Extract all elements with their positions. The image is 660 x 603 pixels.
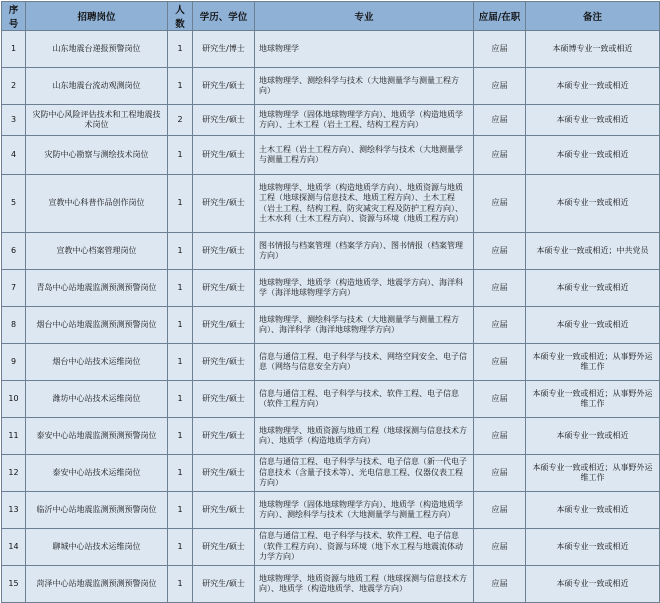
- header-position: 招聘岗位: [26, 2, 168, 31]
- table-row: [2, 418, 660, 455]
- cell-status: 应届: [474, 455, 526, 492]
- cell-major: 信息与通信工程、电子科学与技术、软件工程、电子信息（软件工程方向）、资源与环境（地下水工程与地震流体动力学方向）: [255, 529, 474, 566]
- header-education: 学历、学位: [193, 2, 255, 31]
- cell-status: 应届: [474, 68, 526, 105]
- cell-position: 聊城中心站技术运维岗位: [26, 529, 168, 566]
- cell-education: 研究生/硕士: [193, 270, 255, 307]
- cell-no: 10: [2, 381, 26, 418]
- cell-major: 地球物理学、地质资源与地质工程（地球探测与信息技术方向）、地质学（构造地质学方向）: [255, 418, 474, 455]
- cell-count: 1: [168, 492, 193, 529]
- table-row: [2, 175, 660, 233]
- table-row: [2, 31, 660, 68]
- cell-status: 应届: [474, 418, 526, 455]
- cell-note: 本硕专业一致或相近；从事野外运维工作: [526, 381, 660, 418]
- cell-count: 1: [168, 344, 193, 381]
- cell-no: 12: [2, 455, 26, 492]
- table-header: [2, 2, 660, 31]
- cell-no: 7: [2, 270, 26, 307]
- cell-no: 11: [2, 418, 26, 455]
- cell-no: 13: [2, 492, 26, 529]
- cell-major: 土木工程（岩土工程方向）、测绘科学与技术（大地测量学与测量工程方向）: [255, 136, 474, 175]
- cell-note: 本硕专业一致或相近: [526, 270, 660, 307]
- cell-status: 应届: [474, 136, 526, 175]
- cell-note: 本硕专业一致或相近: [526, 68, 660, 105]
- cell-major: 信息与通信工程、电子科学与技术、网络空间安全、电子信息（网络与信息安全方向）: [255, 344, 474, 381]
- cell-major: 地球物理学、地质学（构造地质学方向）、地质资源与地质工程（地球探测与信息技术、地质工程方向）、土木工程（岩土工程、结构工程、防灾减灾工程及防护工程方向）、土木水利（土木工程方向）、资源与环境（地质工程方向）: [255, 175, 474, 233]
- cell-major: 地球物理学、测绘科学与技术（大地测量学与测量工程方向）、海洋科学（海洋地球物理学方向）: [255, 307, 474, 344]
- table-row: [2, 136, 660, 175]
- cell-note: 本硕专业一致或相近: [526, 307, 660, 344]
- cell-education: 研究生/硕士: [193, 105, 255, 136]
- cell-note: 本硕专业一致或相近: [526, 529, 660, 566]
- cell-status: 应届: [474, 566, 526, 603]
- cell-count: 1: [168, 418, 193, 455]
- cell-status: 应届: [474, 31, 526, 68]
- cell-position: 灾防中心风险评估技术和工程地震技术岗位: [26, 105, 168, 136]
- cell-position: 菏泽中心站地震监测预测预警岗位: [26, 566, 168, 603]
- cell-education: 研究生/硕士: [193, 455, 255, 492]
- cell-status: 应届: [474, 270, 526, 307]
- cell-count: 1: [168, 529, 193, 566]
- cell-major: 地球物理学（固体地球物理学方向）、地质学（构造地质学方向）、土木工程（岩土工程、结构工程方向）: [255, 105, 474, 136]
- cell-count: 1: [168, 381, 193, 418]
- cell-status: 应届: [474, 492, 526, 529]
- table-row: [2, 68, 660, 105]
- cell-note: 本硕专业一致或相近: [526, 566, 660, 603]
- cell-note: 本硕专业一致或相近: [526, 418, 660, 455]
- table-row: [2, 566, 660, 603]
- cell-no: 5: [2, 175, 26, 233]
- cell-education: 研究生/硕士: [193, 233, 255, 270]
- cell-education: 研究生/硕士: [193, 175, 255, 233]
- cell-major: 地球物理学、测绘科学与技术（大地测量学与测量工程方向）: [255, 68, 474, 105]
- table-row: [2, 455, 660, 492]
- table-row: [2, 344, 660, 381]
- cell-education: 研究生/博士: [193, 31, 255, 68]
- table-row: [2, 233, 660, 270]
- cell-count: 1: [168, 566, 193, 603]
- cell-status: 应届: [474, 529, 526, 566]
- table-row: [2, 492, 660, 529]
- cell-note: 本硕专业一致或相近: [526, 105, 660, 136]
- cell-note: 本硕专业一致或相近；从事野外运维工作: [526, 344, 660, 381]
- cell-count: 1: [168, 307, 193, 344]
- cell-position: 山东地震台递报预警岗位: [26, 31, 168, 68]
- table-row: [2, 270, 660, 307]
- recruitment-table: [1, 1, 660, 603]
- cell-no: 1: [2, 31, 26, 68]
- cell-count: 1: [168, 175, 193, 233]
- cell-education: 研究生/硕士: [193, 566, 255, 603]
- cell-status: 应届: [474, 307, 526, 344]
- cell-education: 研究生/硕士: [193, 381, 255, 418]
- cell-education: 研究生/硕士: [193, 418, 255, 455]
- cell-count: 2: [168, 105, 193, 136]
- cell-status: 应届: [474, 381, 526, 418]
- header-no: 序号: [2, 2, 26, 31]
- cell-status: 应届: [474, 233, 526, 270]
- table-row: [2, 381, 660, 418]
- table-row: [2, 105, 660, 136]
- cell-no: 15: [2, 566, 26, 603]
- cell-position: 临沂中心站地震监测预测预警岗位: [26, 492, 168, 529]
- cell-no: 4: [2, 136, 26, 175]
- cell-no: 3: [2, 105, 26, 136]
- header-row: [2, 2, 660, 31]
- cell-note: 本硕专业一致或相近: [526, 136, 660, 175]
- table-row: [2, 307, 660, 344]
- header-status: 应届/在职: [474, 2, 526, 31]
- cell-major: 信息与通信工程、电子科学与技术、软件工程、电子信息（软件工程方向）: [255, 381, 474, 418]
- header-count: 人数: [168, 2, 193, 31]
- cell-count: 1: [168, 136, 193, 175]
- cell-no: 6: [2, 233, 26, 270]
- table-body: [2, 31, 660, 603]
- cell-status: 应届: [474, 175, 526, 233]
- cell-count: 1: [168, 31, 193, 68]
- cell-education: 研究生/硕士: [193, 136, 255, 175]
- cell-education: 研究生/硕士: [193, 68, 255, 105]
- cell-position: 宣教中心档案管理岗位: [26, 233, 168, 270]
- cell-count: 1: [168, 233, 193, 270]
- table-row: [2, 529, 660, 566]
- cell-position: 泰安中心站地震监测预测预警岗位: [26, 418, 168, 455]
- cell-position: 灾防中心勘察与测绘技术岗位: [26, 136, 168, 175]
- cell-note: 本硕专业一致或相近: [526, 175, 660, 233]
- cell-status: 应届: [474, 344, 526, 381]
- cell-position: 宣教中心科普作品创作岗位: [26, 175, 168, 233]
- cell-note: 本硕专业一致或相近；从事野外运维工作: [526, 455, 660, 492]
- cell-education: 研究生/硕士: [193, 307, 255, 344]
- header-major: 专业: [255, 2, 474, 31]
- cell-no: 2: [2, 68, 26, 105]
- cell-position: 烟台中心站地震监测预测预警岗位: [26, 307, 168, 344]
- cell-major: 地球物理学、地质资源与地质工程（地球探测与信息技术方向）、地质学（构造地质学、地震学方向）: [255, 566, 474, 603]
- header-note: 备注: [526, 2, 660, 31]
- cell-education: 研究生/硕士: [193, 492, 255, 529]
- cell-education: 研究生/硕士: [193, 529, 255, 566]
- cell-position: 烟台中心站技术运维岗位: [26, 344, 168, 381]
- cell-education: 研究生/硕士: [193, 344, 255, 381]
- cell-major: 地球物理学（固体地球物理学方向）、地质学（构造地质学方向）、测绘科学与技术（大地测量学与测量工程方向）: [255, 492, 474, 529]
- cell-count: 1: [168, 68, 193, 105]
- cell-position: 青岛中心站地震监测预测预警岗位: [26, 270, 168, 307]
- cell-major: 地球物理学、地质学（构造地质学、地震学方向）、海洋科学（海洋地球物理学方向）: [255, 270, 474, 307]
- cell-note: 本硕专业一致或相近；中共党员: [526, 233, 660, 270]
- cell-position: 山东地震台流动观测岗位: [26, 68, 168, 105]
- cell-no: 9: [2, 344, 26, 381]
- cell-note: 本硕博专业一致或相近: [526, 31, 660, 68]
- cell-note: 本硕专业一致或相近: [526, 492, 660, 529]
- cell-status: 应届: [474, 105, 526, 136]
- cell-count: 1: [168, 270, 193, 307]
- cell-major: 图书情报与档案管理（档案学方向）、图书情报（档案管理方向）: [255, 233, 474, 270]
- cell-no: 14: [2, 529, 26, 566]
- cell-no: 8: [2, 307, 26, 344]
- cell-major: 信息与通信工程、电子科学与技术、电子信息（新一代电子信息技术（含量子技术等）、光电信息工程、仪器仪表工程方向）: [255, 455, 474, 492]
- cell-position: 泰安中心站技术运维岗位: [26, 455, 168, 492]
- cell-count: 1: [168, 455, 193, 492]
- cell-major: 地球物理学: [255, 31, 474, 68]
- cell-position: 潍坊中心站技术运维岗位: [26, 381, 168, 418]
